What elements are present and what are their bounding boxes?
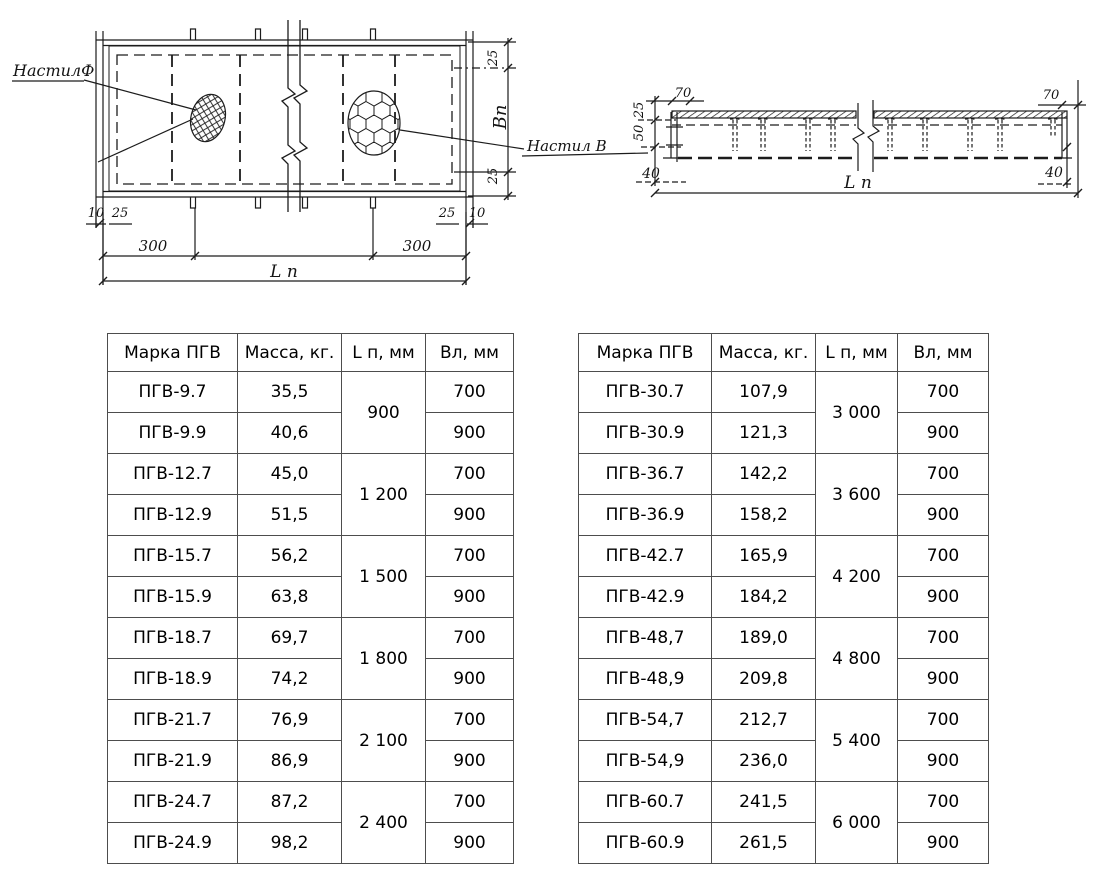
width-cell: 700: [898, 372, 989, 413]
mass-cell: 98,2: [238, 823, 342, 864]
plan-dashed-contour: [117, 55, 452, 184]
table-row: [579, 454, 989, 495]
width-cell: 700: [898, 700, 989, 741]
mass-cell: 51,5: [238, 495, 342, 536]
column-header: L п, мм: [342, 334, 426, 372]
break-line: [282, 20, 307, 212]
mass-cell: 107,9: [712, 372, 816, 413]
width-cell: 700: [426, 454, 514, 495]
dim-label-300-right: 300: [402, 237, 432, 255]
header-row: [108, 334, 514, 372]
table-row: [579, 782, 989, 823]
nastil-v-spot-outline: [348, 91, 400, 155]
plan-inner-frame: [109, 46, 460, 191]
width-cell: 900: [426, 577, 514, 618]
technical-drawing: [0, 0, 1107, 330]
length-cell: 1 500: [342, 536, 426, 618]
width-cell: 900: [898, 659, 989, 700]
dim-label-300-left: 300: [138, 237, 168, 255]
table-row: [108, 741, 514, 782]
width-cell: 700: [426, 782, 514, 823]
table-row: [579, 618, 989, 659]
width-cell: 900: [898, 577, 989, 618]
column-header: Марка ПГВ: [108, 334, 238, 372]
dim-label-10-right: 10: [468, 206, 486, 221]
mark-cell: ПГВ-48,9: [579, 659, 712, 700]
dim-label-50-side: 50: [632, 124, 647, 142]
dim-label-lp-plan: L п: [270, 262, 298, 282]
table-row: [108, 577, 514, 618]
length-cell: 900: [342, 372, 426, 454]
mark-cell: ПГВ-9.9: [108, 413, 238, 454]
mass-cell: 142,2: [712, 454, 816, 495]
width-cell: 700: [898, 782, 989, 823]
width-cell: 700: [426, 536, 514, 577]
mark-cell: ПГВ-15.9: [108, 577, 238, 618]
table-row: [108, 495, 514, 536]
table-row: [108, 700, 514, 741]
table-row: [579, 536, 989, 577]
table-row: [579, 372, 989, 413]
length-cell: 1 200: [342, 454, 426, 536]
side-right-bracket: [1056, 112, 1072, 158]
mark-cell: ПГВ-54,9: [579, 741, 712, 782]
mark-cell: ПГВ-42.9: [579, 577, 712, 618]
mark-cell: ПГВ-30.9: [579, 413, 712, 454]
table-row: [579, 659, 989, 700]
spec-table-left: [107, 333, 514, 864]
width-cell: 900: [898, 413, 989, 454]
table-row: [108, 618, 514, 659]
mass-cell: 121,3: [712, 413, 816, 454]
width-cell: 700: [426, 372, 514, 413]
mass-cell: 40,6: [238, 413, 342, 454]
mark-cell: ПГВ-24.7: [108, 782, 238, 823]
dim-label-10-left: 10: [87, 206, 105, 221]
mass-cell: 35,5: [238, 372, 342, 413]
width-cell: 700: [898, 454, 989, 495]
mark-cell: ПГВ-12.9: [108, 495, 238, 536]
mark-cell: ПГВ-24.9: [108, 823, 238, 864]
table-row: [108, 372, 514, 413]
mark-cell: ПГВ-21.7: [108, 700, 238, 741]
nastil-f-hatch-spot: [186, 91, 231, 146]
width-cell: 700: [426, 618, 514, 659]
length-cell: 3 600: [816, 454, 898, 536]
dim-label-25-top: 25: [486, 49, 501, 67]
dim-label-25-right: 25: [438, 206, 456, 221]
mass-cell: 189,0: [712, 618, 816, 659]
dim-label-25-bottom: 25: [486, 167, 501, 185]
mass-cell: 87,2: [238, 782, 342, 823]
length-cell: 4 200: [816, 536, 898, 618]
width-cell: 900: [898, 823, 989, 864]
column-header: Масса, кг.: [712, 334, 816, 372]
mass-cell: 63,8: [238, 577, 342, 618]
mark-cell: ПГВ-18.7: [108, 618, 238, 659]
width-cell: 900: [898, 741, 989, 782]
mass-cell: 56,2: [238, 536, 342, 577]
column-header: Масса, кг.: [238, 334, 342, 372]
mass-cell: 261,5: [712, 823, 816, 864]
mass-cell: 209,8: [712, 659, 816, 700]
dim-label-70-right: 70: [1042, 88, 1060, 103]
mark-cell: ПГВ-18.9: [108, 659, 238, 700]
length-cell: 1 800: [342, 618, 426, 700]
length-cell: 4 800: [816, 618, 898, 700]
table-row: [108, 823, 514, 864]
mass-cell: 241,5: [712, 782, 816, 823]
mass-cell: 212,7: [712, 700, 816, 741]
rib-marks: [730, 119, 1058, 151]
side-top-chord-left: [672, 111, 856, 118]
table-row: [108, 536, 514, 577]
width-cell: 900: [426, 741, 514, 782]
column-header: L п, мм: [816, 334, 898, 372]
column-header: Вл, мм: [426, 334, 514, 372]
mass-cell: 45,0: [238, 454, 342, 495]
mark-cell: ПГВ-48,7: [579, 618, 712, 659]
column-header: Марка ПГВ: [579, 334, 712, 372]
mass-cell: 236,0: [712, 741, 816, 782]
dim-label-40-right: 40: [1045, 165, 1063, 181]
mark-cell: ПГВ-42.7: [579, 536, 712, 577]
dim-label-25-side: 25: [632, 101, 647, 119]
mass-cell: 165,9: [712, 536, 816, 577]
side-top-chord-right: [874, 111, 1067, 118]
mark-cell: ПГВ-9.7: [108, 372, 238, 413]
width-cell: 700: [426, 700, 514, 741]
table-row: [108, 454, 514, 495]
nastil-v-label: Настил В: [527, 137, 607, 155]
mark-cell: ПГВ-12.7: [108, 454, 238, 495]
width-cell: 900: [426, 495, 514, 536]
length-cell: 2 100: [342, 700, 426, 782]
spec-table-right: [578, 333, 989, 864]
mark-cell: ПГВ-15.7: [108, 536, 238, 577]
width-cell: 700: [898, 618, 989, 659]
width-cell: 900: [898, 495, 989, 536]
mass-cell: 69,7: [238, 618, 342, 659]
mark-cell: ПГВ-36.9: [579, 495, 712, 536]
mark-cell: ПГВ-30.7: [579, 372, 712, 413]
column-header: Вл, мм: [898, 334, 989, 372]
length-cell: 6 000: [816, 782, 898, 864]
table-row: [579, 413, 989, 454]
width-cell: 900: [426, 823, 514, 864]
table-row: [579, 495, 989, 536]
length-cell: 3 000: [816, 372, 898, 454]
table-row: [579, 823, 989, 864]
width-cell: 900: [426, 659, 514, 700]
dim-label-bp: Вп: [490, 104, 511, 130]
dim-label-40-left: 40: [642, 166, 660, 182]
honeycomb-pattern: [342, 88, 406, 160]
mark-cell: ПГВ-60.9: [579, 823, 712, 864]
mark-cell: ПГВ-54,7: [579, 700, 712, 741]
table-row: [108, 659, 514, 700]
width-cell: 700: [898, 536, 989, 577]
mark-cell: ПГВ-21.9: [108, 741, 238, 782]
dim-label-lp-side: L п: [844, 173, 872, 193]
table-row: [579, 741, 989, 782]
mark-cell: ПГВ-60.7: [579, 782, 712, 823]
mass-cell: 86,9: [238, 741, 342, 782]
table-row: [579, 700, 989, 741]
width-cell: 900: [426, 413, 514, 454]
plan-frame-horizontals: [96, 40, 473, 197]
mass-cell: 184,2: [712, 577, 816, 618]
dim-label-25-left: 25: [111, 206, 129, 221]
dim-label-70-left: 70: [674, 86, 692, 101]
table-row: [108, 413, 514, 454]
mark-cell: ПГВ-36.7: [579, 454, 712, 495]
mass-cell: 76,9: [238, 700, 342, 741]
table-row: [108, 782, 514, 823]
table-row: [579, 577, 989, 618]
mass-cell: 74,2: [238, 659, 342, 700]
length-cell: 2 400: [342, 782, 426, 864]
length-cell: 5 400: [816, 700, 898, 782]
mass-cell: 158,2: [712, 495, 816, 536]
nastil-f-label: НастилФ: [13, 61, 95, 80]
header-row: [579, 334, 989, 372]
